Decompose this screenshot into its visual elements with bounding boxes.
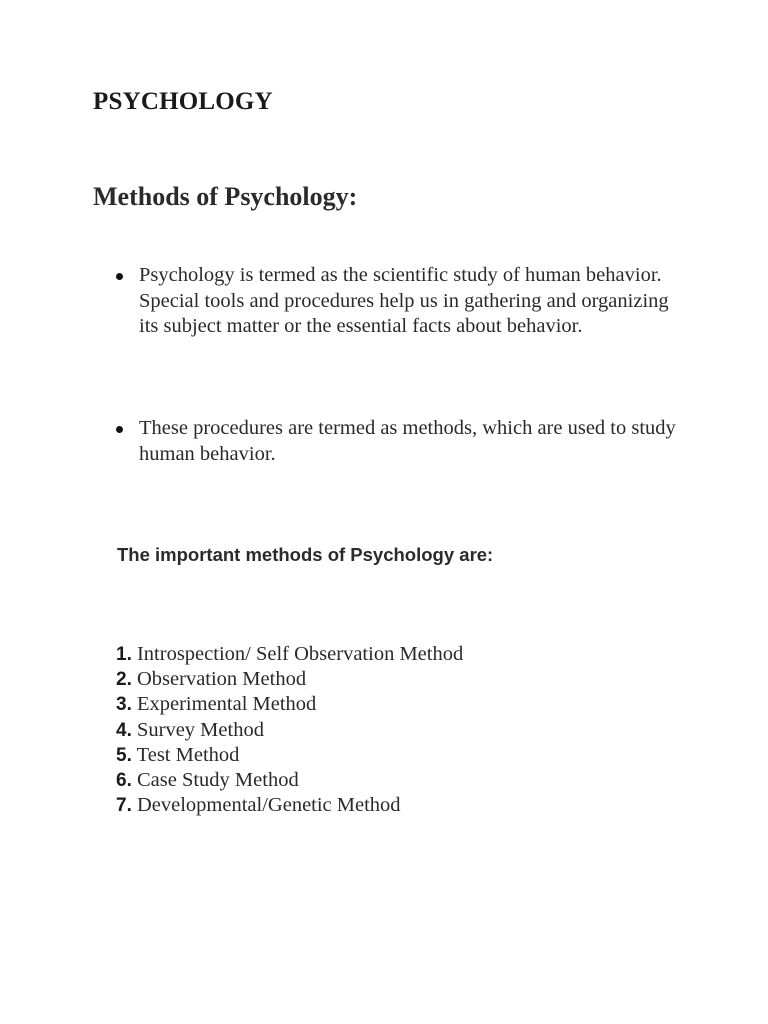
method-number: 7. bbox=[116, 795, 132, 817]
bullet-point-icon bbox=[116, 426, 123, 433]
method-number: 3. bbox=[116, 694, 132, 716]
method-number: 4. bbox=[116, 719, 132, 741]
bullet-text: Psychology is termed as the scientific study of human behavior. Special tools and procedures help us in gathering and organizing its subject matter or the essential facts about behavior. bbox=[139, 264, 669, 337]
method-name: Test Method bbox=[136, 743, 240, 766]
method-item bbox=[116, 793, 463, 818]
method-list bbox=[116, 642, 463, 818]
method-name: Observation Method bbox=[136, 668, 307, 691]
methods-intro: The important methods of Psychology are: bbox=[117, 544, 494, 565]
bullet-list-2 bbox=[116, 416, 676, 467]
method-item bbox=[116, 768, 463, 793]
section-heading: Methods of Psychology: bbox=[93, 182, 358, 211]
method-number: 5. bbox=[116, 744, 132, 766]
method-number: 2. bbox=[116, 669, 132, 691]
method-item bbox=[116, 667, 463, 692]
method-name: Developmental/Genetic Method bbox=[136, 794, 401, 817]
bullet-text: These procedures are termed as methods, which are used to study human behavior. bbox=[139, 417, 676, 465]
method-number: 1. bbox=[116, 644, 132, 665]
page-title: PSYCHOLOGY bbox=[93, 88, 273, 115]
bullet-item bbox=[116, 263, 676, 340]
bullet-list-1 bbox=[116, 263, 676, 340]
method-item bbox=[116, 718, 463, 743]
method-name: Survey Method bbox=[136, 718, 264, 741]
method-item bbox=[116, 743, 463, 768]
method-number: 6. bbox=[116, 770, 132, 792]
bullet-point-icon bbox=[116, 273, 123, 280]
method-item bbox=[116, 692, 463, 717]
method-name: Introspection/ Self Observation Method bbox=[136, 643, 464, 665]
bullet-item bbox=[116, 416, 676, 467]
method-item bbox=[116, 642, 463, 667]
method-name: Case Study Method bbox=[136, 769, 299, 792]
method-name: Experimental Method bbox=[136, 693, 317, 716]
